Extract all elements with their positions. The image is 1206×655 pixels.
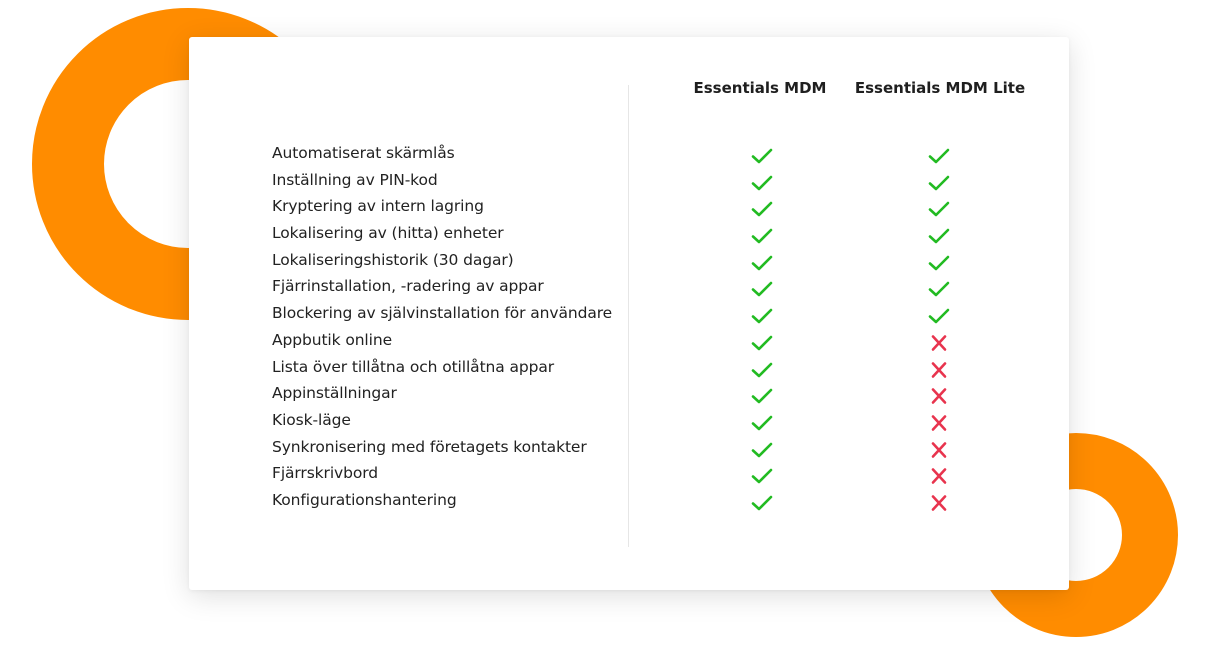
cross-icon xyxy=(928,441,950,459)
check-icon xyxy=(928,307,950,325)
table-row xyxy=(272,408,1042,435)
cross-icon xyxy=(928,414,950,432)
column-header-essentials-mdm: Essentials MDM xyxy=(693,79,827,97)
check-icon xyxy=(751,361,773,379)
table-row xyxy=(272,221,1042,248)
feature-label: Kryptering av intern lagring xyxy=(272,197,484,216)
check-icon xyxy=(928,174,950,192)
check-icon xyxy=(928,227,950,245)
feature-label: Automatiserat skärmlås xyxy=(272,144,455,162)
feature-label: Lokalisering av (hitta) enheter xyxy=(272,224,504,243)
cross-icon xyxy=(928,494,950,512)
table-row xyxy=(272,435,1042,462)
check-icon xyxy=(751,307,773,325)
feature-label: Fjärrskrivbord xyxy=(272,464,378,483)
cross-icon xyxy=(928,361,950,379)
table-row xyxy=(272,168,1042,195)
table-row xyxy=(272,248,1042,275)
feature-label: Blockering av självinstallation för användare xyxy=(272,304,613,323)
check-icon xyxy=(928,254,950,272)
check-icon xyxy=(751,494,773,512)
cross-icon xyxy=(928,387,950,405)
check-icon xyxy=(751,200,773,218)
feature-label: Lista över tillåtna och otillåtna appar xyxy=(272,357,555,376)
check-icon xyxy=(751,334,773,352)
table-row xyxy=(272,141,1042,168)
check-icon xyxy=(751,147,773,165)
check-icon xyxy=(751,387,773,405)
check-icon xyxy=(928,200,950,218)
check-icon xyxy=(751,441,773,459)
feature-label: Appbutik online xyxy=(272,330,393,349)
table-row xyxy=(272,194,1042,221)
table-row xyxy=(272,328,1042,355)
column-header-essentials-mdm-lite: Essentials MDM Lite xyxy=(854,79,1026,97)
check-icon xyxy=(751,467,773,485)
check-icon xyxy=(751,227,773,245)
feature-label: Konfigurationshantering xyxy=(272,490,457,509)
feature-label: Kiosk-läge xyxy=(272,410,351,429)
table-row xyxy=(272,381,1042,408)
feature-list xyxy=(272,141,1042,515)
table-row xyxy=(272,461,1042,488)
feature-label: Lokaliseringshistorik (30 dagar) xyxy=(272,250,514,269)
check-icon xyxy=(928,147,950,165)
comparison-card xyxy=(189,37,1069,590)
table-row xyxy=(272,355,1042,382)
table-row xyxy=(272,274,1042,301)
feature-label: Synkronisering med företagets kontakter xyxy=(272,437,587,456)
table-row xyxy=(272,301,1042,328)
check-icon xyxy=(928,280,950,298)
check-icon xyxy=(751,280,773,298)
feature-label: Appinställningar xyxy=(272,384,397,403)
feature-label: Fjärrinstallation, -radering av appar xyxy=(272,277,544,296)
table-row xyxy=(272,488,1042,515)
feature-label: Inställning av PIN-kod xyxy=(272,170,438,189)
cross-icon xyxy=(928,467,950,485)
cross-icon xyxy=(928,334,950,352)
check-icon xyxy=(751,174,773,192)
check-icon xyxy=(751,414,773,432)
check-icon xyxy=(751,254,773,272)
